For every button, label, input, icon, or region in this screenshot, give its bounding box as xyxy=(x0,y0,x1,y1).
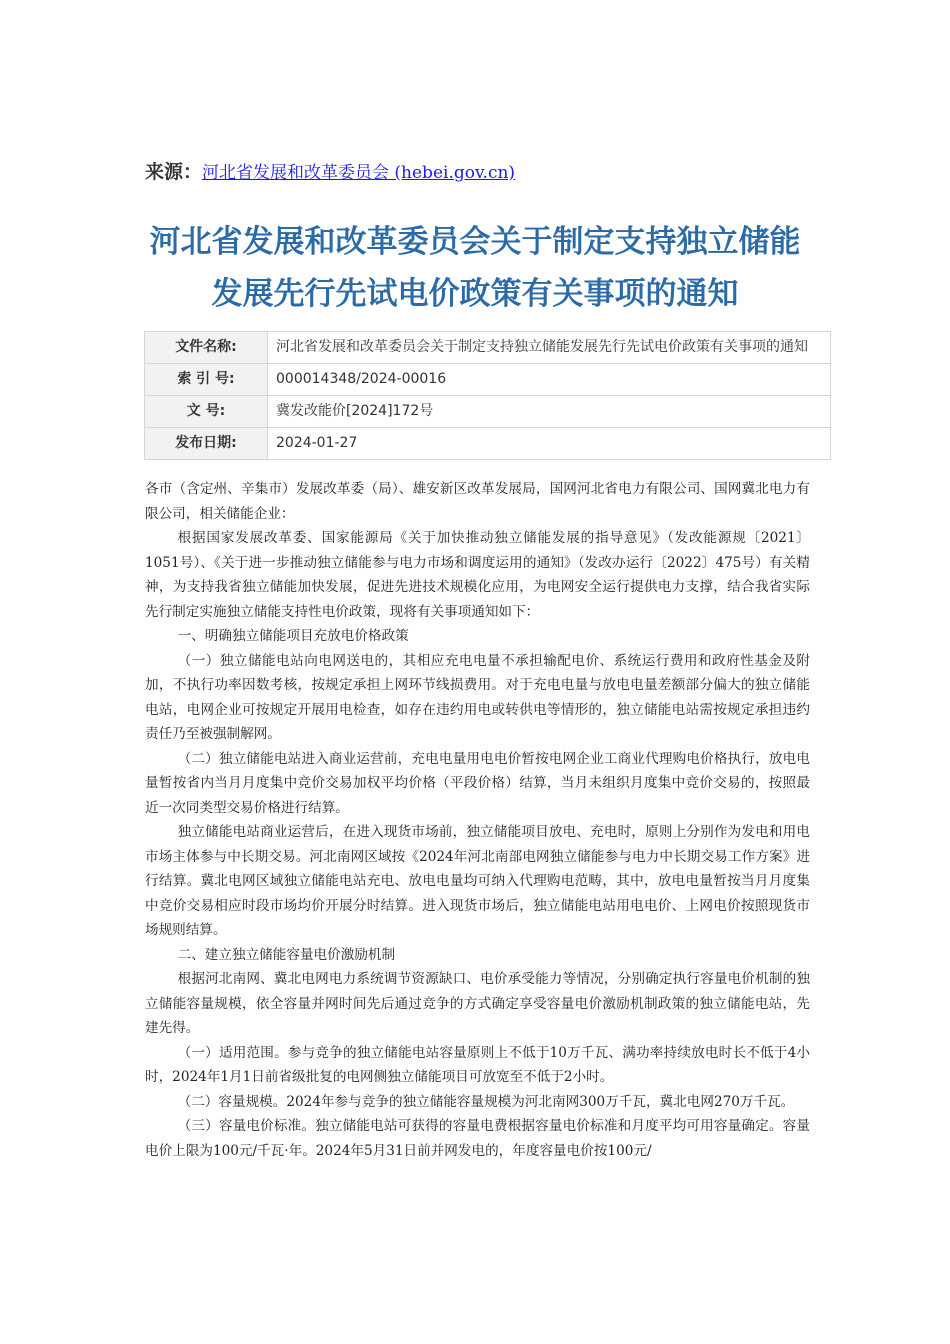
source-label: 来源： xyxy=(145,161,203,183)
body-paragraph: 根据河北南网、冀北电网电力系统调节资源缺口、电价承受能力等情况，分别确定执行容量电价机制的独立储能容量规模，依全容量并网时间先后通过竞争的方式确定享受容量电价激励机制政策的独立储能电站，先建先得。 xyxy=(145,971,810,1036)
source-line xyxy=(145,158,515,187)
title-line-1: 河北省发展和改革委员会关于制定支持独立储能 xyxy=(149,224,801,260)
section-heading: 一、明确独立储能项目充放电价格政策 xyxy=(177,628,409,644)
document-title xyxy=(100,216,850,320)
body-paragraph: （一）适用范围。参与竞争的独立储能电站容量原则上不低于10万千瓦、满功率持续放电时长不低于4小时，2024年1月1日前省级批复的电网侧独立储能项目可放宽至不低于2小时。 xyxy=(145,1044,810,1085)
info-row-index xyxy=(145,364,831,396)
info-row-date xyxy=(145,428,831,460)
info-row-docnum xyxy=(145,396,831,428)
body-paragraph: 独立储能电站商业运营后，在进入现货市场前，独立储能项目放电、充电时，原则上分别作为发电和用电市场主体参与中长期交易。河北南网区域按《2024年河北南部电网独立储能参与电力中长期交易工作方案》进行结算。冀北电网区域独立储能电站充电、放电电量均可纳入代理购电范畴，其中，放电电量暂按当月月度集中竞价交易相应时段市场均价开展分时结算。进入现货市场后，独立储能电站用电电价、上网电价按照现货市场规则结算。 xyxy=(145,824,810,938)
info-row-filename xyxy=(145,332,831,364)
info-value: 000014348/2024-00016 xyxy=(268,364,831,396)
info-key: 文件名称: xyxy=(145,332,268,364)
info-key: 索 引 号: xyxy=(145,364,268,396)
document-info-table xyxy=(144,331,831,460)
body-paragraph: （三）容量电价标准。独立储能电站可获得的容量电费根据容量电价标准和月度平均可用容量确定。容量电价上限为100元/千瓦·年。2024年5月31日前并网发电的，年度容量电价按100元/ xyxy=(145,1118,810,1159)
info-value: 2024-01-27 xyxy=(268,428,831,460)
info-key: 发布日期: xyxy=(145,428,268,460)
title-line-2: 发展先行先试电价政策有关事项的通知 xyxy=(211,276,739,312)
body-paragraph: 根据国家发展改革委、国家能源局《关于加快推动独立储能发展的指导意见》（发改能源规〔2021〕1051号）、《关于进一步推动独立储能参与电力市场和调度运用的通知》（发改办运行〔2022〕475号）有关精神，为支持我省独立储能加快发展，促进先进技术规模化应用，为电网安全运行提供电力支撑，结合我省实际先行制定实施独立储能支持性电价政策，现将有关事项通知如下： xyxy=(145,530,810,620)
document-body xyxy=(145,477,810,1163)
body-paragraph: （一）独立储能电站向电网送电的，其相应充电电量不承担输配电价、系统运行费用和政府性基金及附加，不执行功率因数考核，按规定承担上网环节线损费用。对于充电电量与放电电量差额部分偏大的独立储能电站，电网企业可按规定开展用电检查，如存在违约用电或转供电等情形的，独立储能电站需按规定承担违约责任乃至被强制解网。 xyxy=(145,652,810,742)
salutation-paragraph: 各市（含定州、辛集市）发展改革委（局）、雄安新区改革发展局，国网河北省电力有限公司、国网冀北电力有限公司，相关储能企业： xyxy=(145,481,810,522)
body-paragraph: （二）容量规模。2024年参与竞争的独立储能容量规模为河北南网300万千瓦，冀北电网270万千瓦。 xyxy=(177,1093,795,1110)
info-value: 河北省发展和改革委员会关于制定支持独立储能发展先行先试电价政策有关事项的通知 xyxy=(268,332,831,364)
body-paragraph: （二）独立储能电站进入商业运营前，充电电量用电电价暂按电网企业工商业代理购电价格执行，放电电量暂按省内当月月度集中竞价交易加权平均价格（平段价格）结算，当月未组织月度集中竞价交易的，按照最近一次同类型交易价格进行结算。 xyxy=(145,750,810,816)
section-heading: 二、建立独立储能容量电价激励机制 xyxy=(177,946,396,963)
info-value: 冀发改能价[2024]172号 xyxy=(268,396,831,428)
source-link[interactable]: 河北省发展和改革委员会 (hebei.gov.cn) xyxy=(202,163,516,183)
info-key: 文 号: xyxy=(145,396,268,428)
